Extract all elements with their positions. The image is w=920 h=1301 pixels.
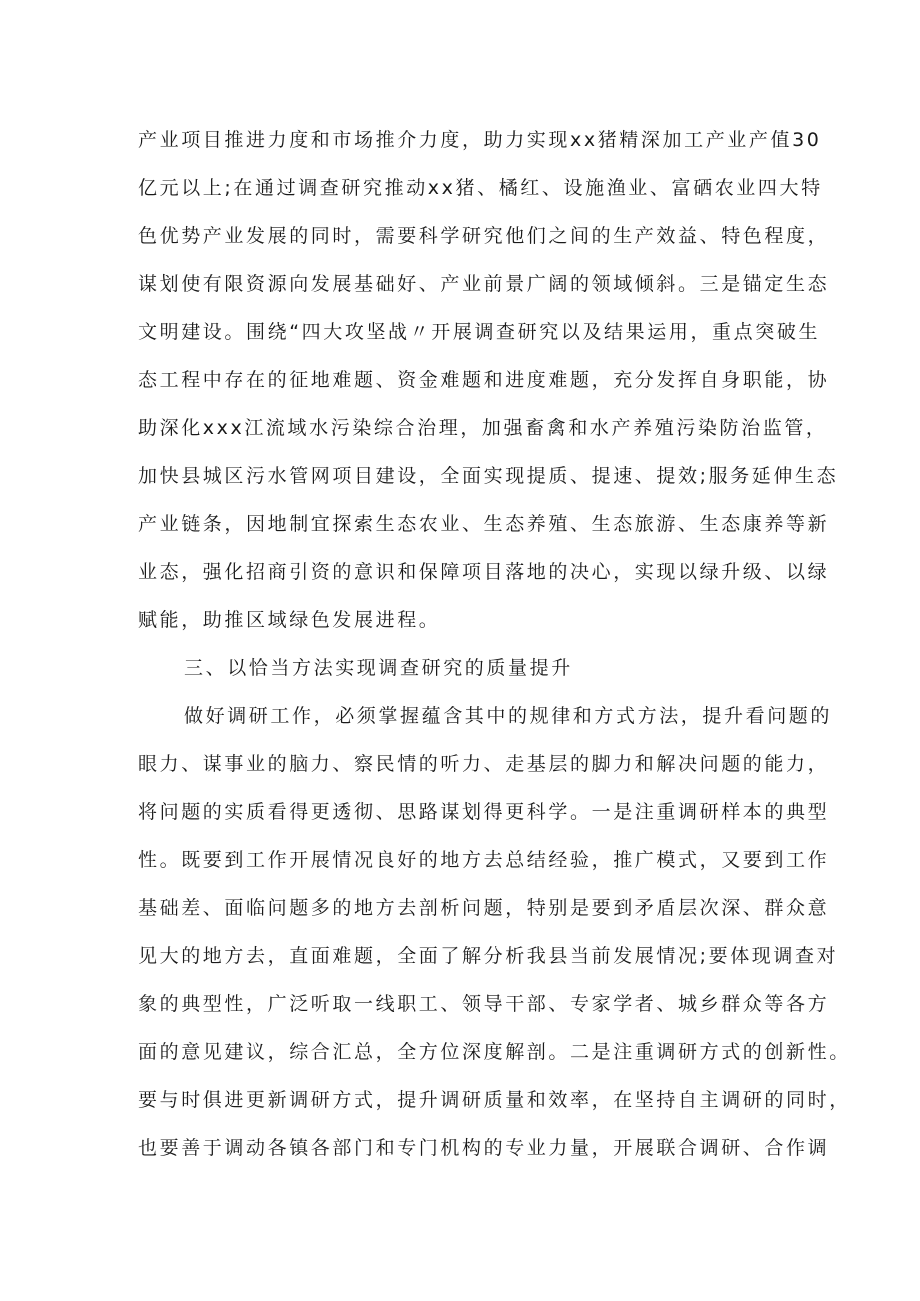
section-heading: 三、以恰当方法实现调查研究的质量提升 [184,657,573,679]
paragraph-line: 产业链条，因地制宜探索生态农业、生态养殖、生态旅游、生态康养等新 [138,513,830,535]
paragraph-line: 业态，强化招商引资的意识和保障项目落地的决心，实现以绿升级、以绿 [138,561,830,583]
paragraph-line: 赋能，助推区域绿色发展进程。 [138,609,441,631]
paragraph-line: 将问题的实质看得更透彻、思路谋划得更科学。一是注重调研样本的典型 [138,801,830,823]
paragraph-line: 加快县城区污水管网项目建设，全面实现提质、提速、提效;服务延伸生态 [138,465,839,487]
paragraph-line: 要与时俱进更新调研方式，提升调研质量和效率，在坚持自主调研的同时， [138,1089,851,1111]
paragraph-line: 也要善于调动各镇各部门和专门机构的专业力量，开展联合调研、合作调 [138,1137,830,1159]
paragraph-line: 文明建设。围绕“四大攻坚战〃开展调查研究以及结果运用，重点突破生 [138,321,821,343]
paragraph-line: 亿元以上;在通过调查研究推动xx猪、橘红、设施渔业、富硒农业四大特 [138,177,823,199]
paragraph-line: 色优势产业发展的同时，需要科学研究他们之间的生产效益、特色程度， [138,225,830,247]
paragraph-line: 面的意见建议，综合汇总，全方位深度解剖。二是注重调研方式的创新性。 [138,1041,851,1063]
paragraph-line: 谋划使有限资源向发展基础好、产业前景广阔的领域倾斜。三是锚定生态 [138,273,830,295]
paragraph-line: 助深化xxx江流域水污染综合治理，加强畜禽和水产养殖污染防治监管， [138,417,828,439]
paragraph-line: 基础差、面临问题多的地方去剖析问题，特别是要到矛盾层次深、群众意 [138,897,830,919]
paragraph-line: 眼力、谋事业的脑力、察民情的听力、走基层的脚力和解决问题的能力， [138,753,830,775]
paragraph-line: 象的典型性，广泛听取一线职工、领导干部、专家学者、城乡群众等各方 [138,993,830,1015]
paragraph-line: 做好调研工作，必须掌握蕴含其中的规律和方式方法，提升看问题的 [184,705,833,727]
paragraph-line: 见大的地方去，直面难题，全面了解分析我县当前发展情况;要体现调查对 [138,945,839,967]
paragraph-line: 态工程中存在的征地难题、资金难题和进度难题，充分发挥自身职能，协 [138,369,830,391]
paragraph-line: 性。既要到工作开展情况良好的地方去总结经验，推广模式，又要到工作 [138,849,830,871]
paragraph-line: 产业项目推进力度和市场推介力度，助力实现xx猪精深加工产业产值30 [138,129,822,151]
